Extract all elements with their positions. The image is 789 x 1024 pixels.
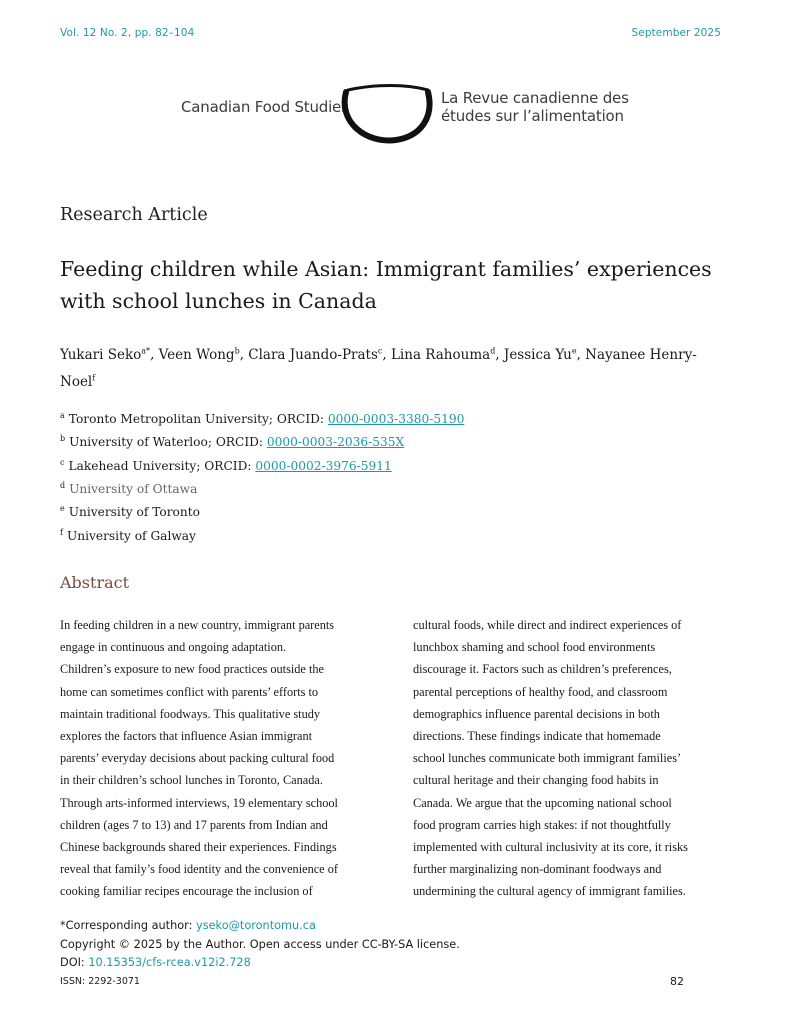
abstract-line: demographics influence parental decisions in both bbox=[413, 706, 660, 721]
bowl-logo-icon bbox=[336, 82, 436, 148]
author-sup: a* bbox=[141, 346, 151, 355]
affiliation-sup: f bbox=[60, 527, 63, 537]
abstract-line: in their children’s school lunches in Toronto, Canada. bbox=[60, 773, 323, 788]
abstract-line: maintain traditional foodways. This qualitative study bbox=[60, 706, 321, 721]
abstract-line: engage in continuous and ongoing adaptation. bbox=[60, 640, 287, 655]
author-sup: e bbox=[571, 346, 577, 355]
abstract-line: lunchbox shaming and school food environments bbox=[413, 640, 656, 655]
journal-name-fr-line1: La Revue canadienne des bbox=[441, 89, 629, 107]
affiliation-sup: a bbox=[60, 411, 65, 420]
affiliation-text: Toronto Metropolitan University; ORCID: bbox=[68, 412, 328, 427]
abstract-line: food program carries high stakes: if not thoughtfully bbox=[413, 817, 671, 832]
author-name: Nayanee Henry-Noel bbox=[60, 346, 697, 390]
article-title: Feeding children while Asian: Immigrant families’ experiences with school lunches in Canada bbox=[60, 257, 712, 313]
issn: ISSN: 2292-3071 bbox=[60, 976, 140, 987]
author-name: Lina Rahouma bbox=[390, 346, 491, 363]
abstract-line: directions. These findings indicate that homemade bbox=[413, 729, 661, 744]
page-number: 82 bbox=[670, 975, 684, 988]
abstract-line: parental perceptions of healthy food, and classroom bbox=[413, 684, 668, 699]
affiliation-sup: d bbox=[60, 481, 66, 491]
affiliation bbox=[60, 453, 464, 476]
abstract-line: home can sometimes conflict with parents’ efforts to bbox=[60, 684, 319, 699]
orcid-link[interactable]: 0000-0002-3976-5911 bbox=[255, 458, 392, 473]
affiliation-text: Lakehead University; ORCID: bbox=[68, 458, 256, 473]
author bbox=[159, 347, 240, 363]
journal-name-fr bbox=[441, 89, 629, 125]
corresponding-author bbox=[60, 919, 316, 932]
author-name: Yukari Seko bbox=[60, 346, 142, 363]
author-name: Clara Juando-Prats bbox=[248, 346, 378, 363]
affiliation-text: University of Galway bbox=[66, 528, 196, 543]
affiliation-text: University of Ottawa bbox=[69, 482, 198, 497]
affiliation bbox=[60, 429, 464, 452]
affiliation-list bbox=[60, 406, 464, 546]
affiliation-sup: b bbox=[60, 434, 66, 444]
author bbox=[60, 347, 150, 363]
author-sup: c bbox=[377, 346, 383, 355]
corresponding-email-link[interactable]: yseko@torontomu.ca bbox=[196, 919, 316, 932]
article-type: Research Article bbox=[60, 205, 208, 225]
journal-name-fr-line2: études sur l’alimentation bbox=[441, 107, 624, 125]
issue-date: September 2025 bbox=[631, 27, 721, 39]
abstract-line: school lunches communicate both immigrant families’ bbox=[413, 751, 682, 766]
author bbox=[504, 347, 577, 363]
journal-name-en: Canadian Food Studies bbox=[181, 98, 349, 116]
orcid-link[interactable]: 0000-0003-3380-5190 bbox=[327, 412, 465, 427]
affiliation bbox=[60, 523, 464, 546]
affiliation bbox=[60, 499, 464, 522]
orcid-link[interactable]: 0000-0003-2036-535X bbox=[266, 435, 405, 450]
abstract-line: undermining the cultural agency of immigrant families. bbox=[413, 884, 686, 899]
author-name: Veen Wong bbox=[158, 346, 235, 363]
doi-line bbox=[60, 956, 251, 969]
abstract-line: cultural foods, while direct and indirect experiences of bbox=[413, 618, 682, 632]
abstract-line: explores the factors that influence Asian immigrant bbox=[60, 729, 313, 744]
affiliation bbox=[60, 406, 464, 429]
journal-logo bbox=[0, 82, 789, 152]
affiliation-text: University of Toronto bbox=[68, 505, 200, 520]
abstract-line: children (ages 7 to 13) and 17 parents from Indian and bbox=[60, 817, 328, 832]
author-sup: f bbox=[92, 373, 96, 383]
author-sup: d bbox=[490, 346, 496, 355]
affiliation-text: University of Waterloo; ORCID: bbox=[69, 435, 267, 450]
abstract-column-left bbox=[60, 614, 380, 903]
affiliation-sup: c bbox=[60, 457, 65, 467]
abstract-line: Canada. We argue that the upcoming national school bbox=[413, 795, 672, 810]
abstract-line: cultural heritage and their changing food habits in bbox=[413, 773, 659, 788]
abstract-line: reveal that family’s food identity and the convenience of bbox=[60, 862, 338, 877]
abstract-column-right bbox=[413, 614, 733, 903]
affiliation bbox=[60, 476, 464, 499]
author-sup: b bbox=[234, 346, 240, 355]
abstract-line: implemented with cultural inclusivity at its core, it risks bbox=[413, 840, 688, 855]
corresponding-label: *Corresponding author: bbox=[60, 919, 197, 932]
volume-info: Vol. 12 No. 2, pp. 82–104 bbox=[60, 27, 195, 39]
abstract-heading: Abstract bbox=[60, 573, 130, 592]
abstract-line: parents’ everyday decisions about packing cultural food bbox=[60, 751, 335, 766]
abstract-line: Children’s exposure to new food practices outside the bbox=[60, 662, 324, 677]
affiliation-sup: e bbox=[60, 504, 65, 514]
doi-link[interactable]: 10.15353/cfs-rcea.v12i2.728 bbox=[88, 956, 251, 969]
copyright-notice: Copyright © 2025 by the Author. Open access under CC-BY-SA license. bbox=[60, 938, 460, 951]
abstract-line: Chinese backgrounds shared their experiences. Findings bbox=[60, 840, 337, 855]
doi-label: DOI: bbox=[60, 956, 89, 969]
abstract-line: discourage it. Factors such as children’s preferences, bbox=[413, 662, 672, 677]
abstract-line: further marginalizing non-dominant foodways and bbox=[413, 862, 662, 877]
abstract-line: In feeding children in a new country, immigrant parents bbox=[60, 618, 335, 632]
author bbox=[248, 347, 382, 363]
abstract-line: Through arts-informed interviews, 19 elementary school bbox=[60, 795, 338, 810]
author-name: Jessica Yu bbox=[503, 346, 572, 363]
author-list: Yukari Seko$^{a*}$, Veen Wong$^b$, Clara Juando-Prats$^c$, Lina Rahouma$^d$, Jessica Yu$^e$, Nayanee Henry-Noel$^f$ bbox=[60, 346, 697, 390]
author bbox=[391, 347, 495, 363]
abstract-line: cooking familiar recipes encourage the inclusion of bbox=[60, 884, 313, 899]
